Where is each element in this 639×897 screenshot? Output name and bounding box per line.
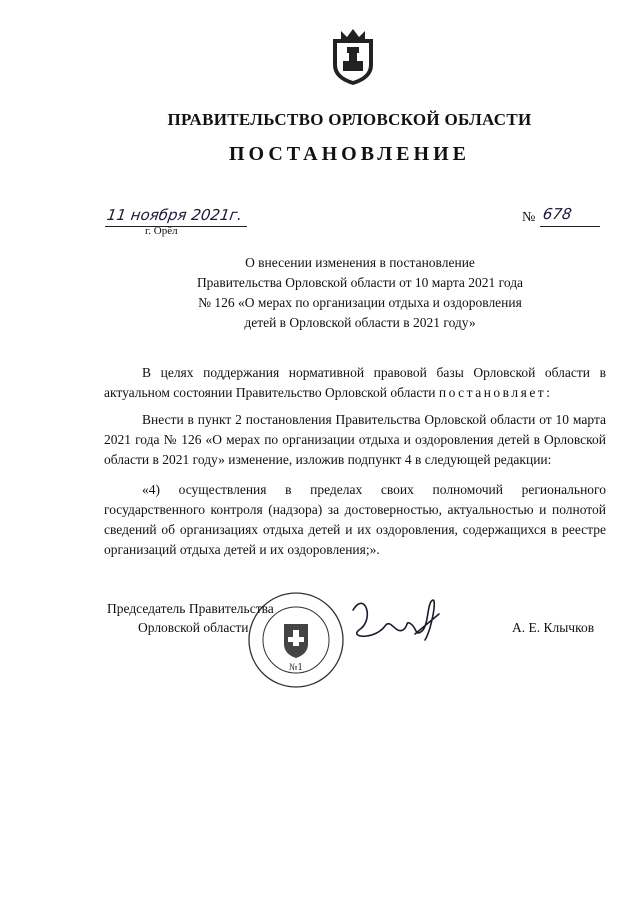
document-type: ПОСТАНОВЛЕНИЕ (229, 143, 470, 165)
organization-title: ПРАВИТЕЛЬСТВО ОРЛОВСКОЙ ОБЛАСТИ (167, 110, 532, 129)
subject-line: детей в Орловской области в 2021 году» (244, 315, 476, 330)
subject-line: № 126 «О мерах по организации отдыха и оздоровления (198, 295, 522, 310)
document-city: г. Орёл (145, 225, 178, 237)
document-number: 678 (541, 205, 573, 223)
handwritten-signature (345, 590, 445, 650)
signatory-title-line1: Председатель Правительства (107, 601, 274, 616)
preamble-paragraph (104, 363, 606, 403)
subject-line: О внесении изменения в постановление (245, 255, 475, 270)
signatory-name: А. Е. Клычков (512, 620, 595, 635)
coat-of-arms-icon (327, 25, 379, 87)
seal-number: №1 (288, 663, 304, 673)
resolution-word: постановляет: (438, 385, 553, 400)
number-underline (540, 226, 600, 227)
document-subject (160, 253, 560, 333)
subject-line: Правительства Орловской области от 10 марта 2021 года (196, 275, 524, 290)
signatory-title-line2: Орловской области (138, 620, 249, 635)
number-sign: № (522, 210, 536, 225)
preamble-text: В целях поддержания нормативной правовой базы Орловской области в актуальном состоянии Правительство Орловской области (104, 365, 606, 400)
document-date: 11 ноября 2021г. (105, 206, 244, 224)
amendment-text-paragraph: «4) осуществления в пределах своих полномочий регионального государственного контроля (надзора) за достоверностью, актуальностью и полнотой сведений об организациях отдыха детей и их оздоровления, содержащихся в реестре организаций отдыха детей и их оздоровления;». (104, 482, 606, 557)
amendment-paragraph: Внести в пункт 2 постановления Правительства Орловской области от 10 марта 2021 года № 126 «О мерах по организации отдыха и оздоровления детей в Орловской области в 2021 году» изменение, изложив подпункт 4 в следующей редакции: (104, 412, 606, 467)
